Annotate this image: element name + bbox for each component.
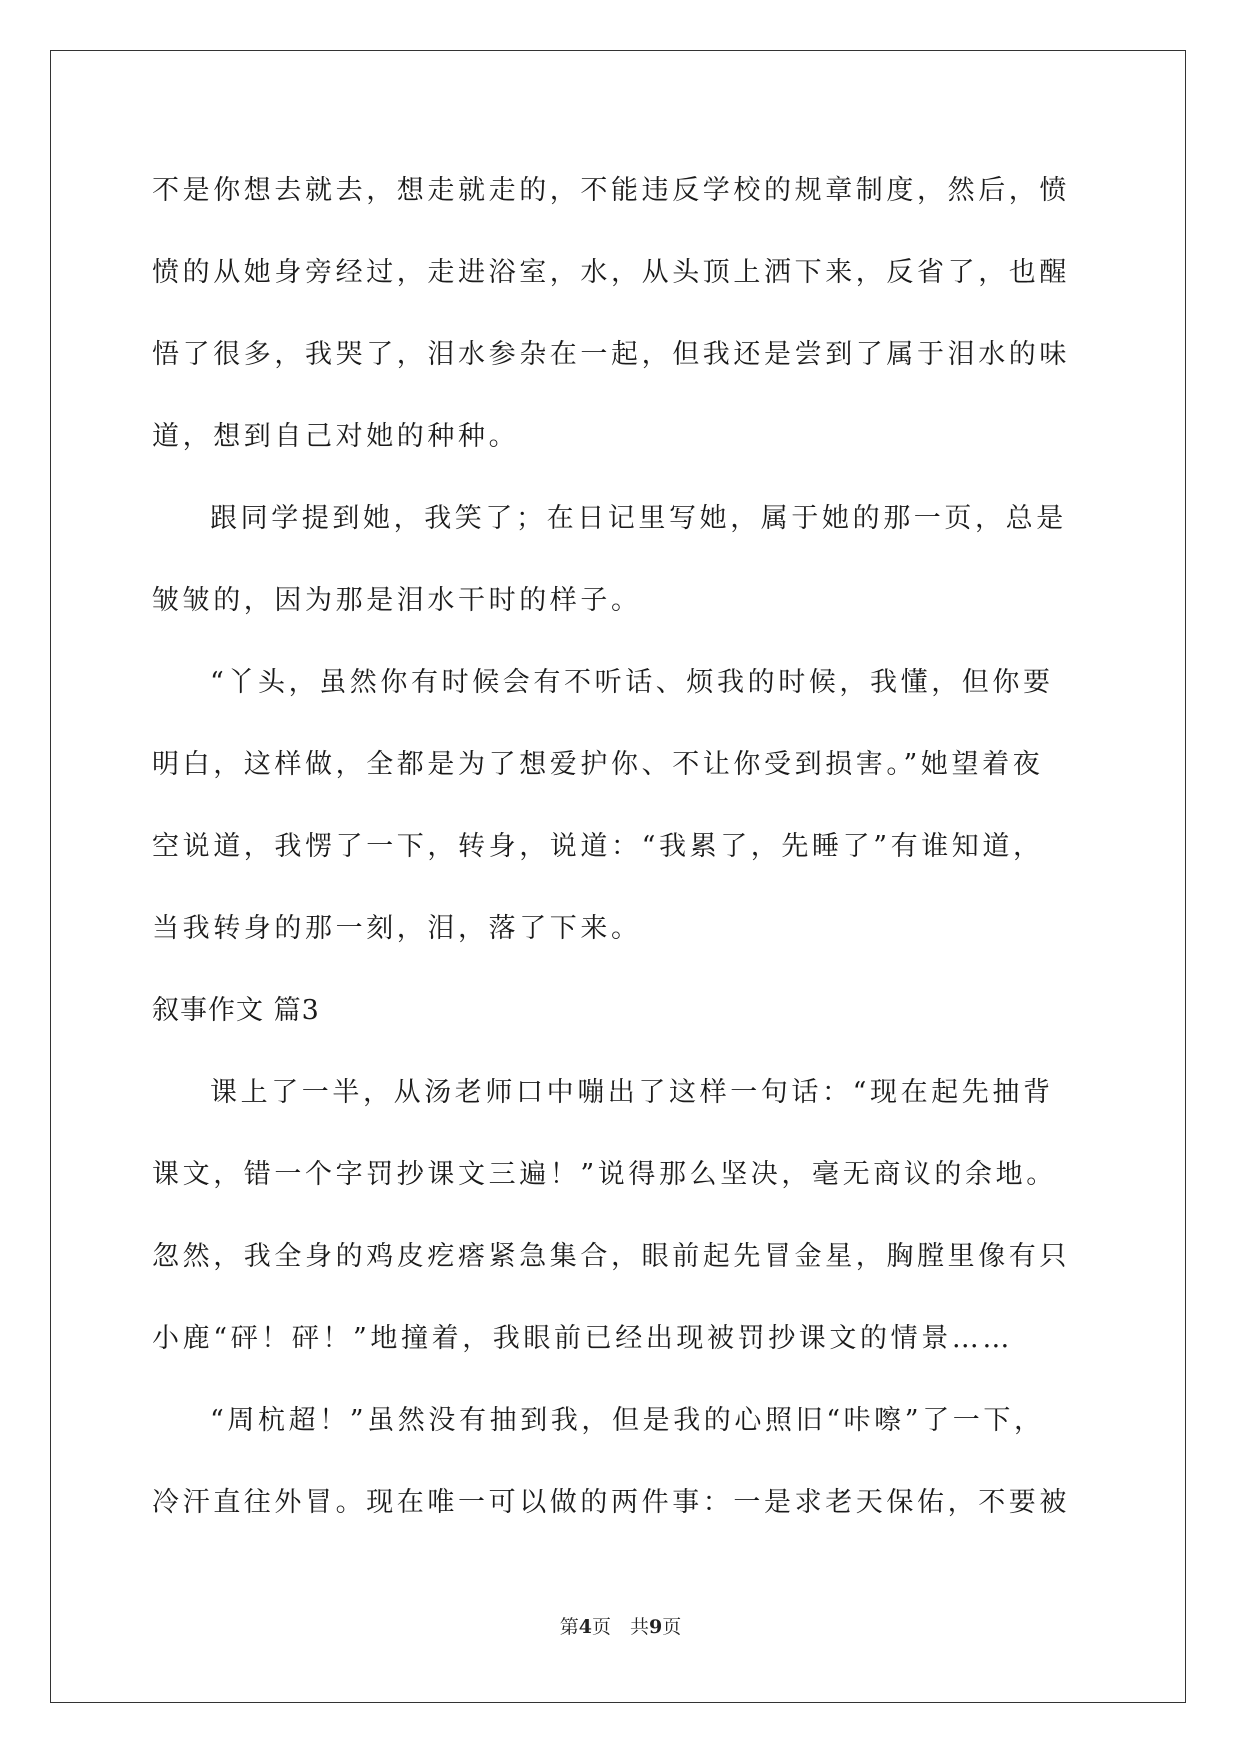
text-line: 冷汗直往外冒。现在唯一可以做的两件事：一是求老天保佑，不要被 [152,1487,1070,1518]
total-pages-number: 9 [649,1616,663,1638]
text-line: “周杭超！”虽然没有抽到我，但是我的心照旧“咔嚓”了一下， [210,1405,1045,1436]
text-line: 跟同学提到她，我笑了；在日记里写她，属于她的那一页，总是 [210,503,1067,534]
footer-prefix: 第 [559,1616,579,1638]
section-heading: 叙事作文 篇3 [152,995,320,1026]
text-line: 当我转身的那一刻，泪，落了下来。 [152,913,642,944]
text-line: “丫头，虽然你有时候会有不听话、烦我的时候，我懂，但你要 [210,667,1054,698]
text-line: 皱皱的，因为那是泪水干时的样子。 [152,585,642,616]
text-line: 明白，这样做，全都是为了想爱护你、不让你受到损害。”她望着夜 [152,749,1044,780]
current-page-number: 4 [578,1616,592,1638]
text-line: 忽然，我全身的鸡皮疙瘩紧急集合，眼前起先冒金星，胸膛里像有只 [152,1241,1070,1272]
text-line: 悟了很多，我哭了，泪水参杂在一起，但我还是尝到了属于泪水的味 [152,339,1070,370]
text-line: 道，想到自己对她的种种。 [152,421,520,452]
document-body [152,158,1087,1552]
text-line: 空说道，我愣了一下，转身，说道：“我累了，先睡了”有谁知道， [152,831,1044,862]
text-line: 课上了一半，从汤老师口中嘣出了这样一句话：“现在起先抽背 [210,1077,1054,1108]
text-line: 愤的从她身旁经过，走进浴室，水，从头顶上洒下来，反省了，也醒 [152,257,1070,288]
footer-middle: 页 共 [591,1616,649,1638]
text-line: 小鹿“砰！砰！”地撞着，我眼前已经出现被罚抄课文的情景…… [152,1323,1014,1354]
footer-suffix: 页 [662,1616,682,1638]
text-line: 不是你想去就去，想走就走的，不能违反学校的规章制度，然后，愤 [152,175,1070,206]
text-line: 课文，错一个字罚抄课文三遍！”说得那么坚决，毫无商议的余地。 [152,1159,1057,1190]
page-footer [0,1612,1241,1639]
